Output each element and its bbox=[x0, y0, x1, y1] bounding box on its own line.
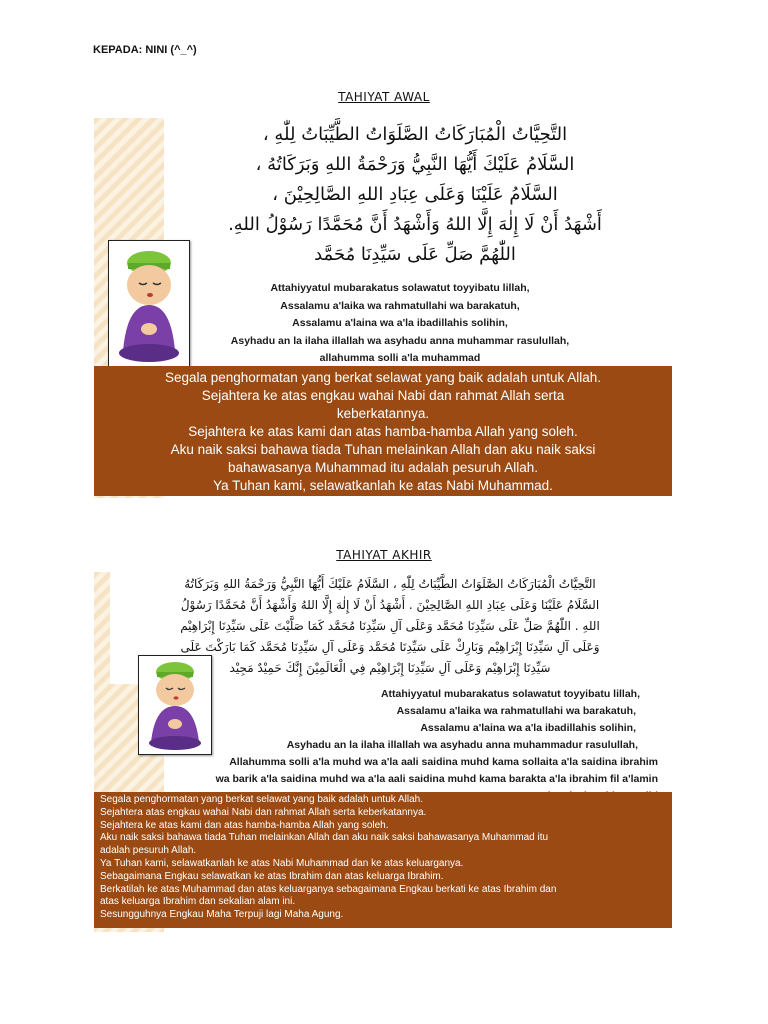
translation-line: keberkatannya. bbox=[336, 406, 430, 421]
translation-box-awal bbox=[94, 366, 672, 496]
arabic-line: السَّلَامُ عَلَيْنَا وَعَلَى عِبَادِ اللهِ الصَّالِحِيْنَ . أَشْهَدُ أَنْ لَا إِلٰهَ إِلَّا اللهُ وَأَشْهَدُ أَنَّ مُحَمَّدًا رَسُوْلُ bbox=[180, 598, 600, 612]
translit-line: Assalamu a'laika wa rahmatullahi wa barakatuh, bbox=[280, 299, 520, 312]
arabic-line: السَّلَامُ عَلَيْكَ أَيُّهَا النَّبِيُّ وَرَحْمَةُ اللهِ وَبَرَكَاتُهُ ، bbox=[255, 154, 575, 175]
section-title-tahiyat-akhir: TAHIYAT AKHIR bbox=[336, 548, 432, 562]
translation-line: Ya Tuhan kami, selawatkanlah ke atas Nabi Muhammad dan ke atas keluarganya. bbox=[100, 857, 464, 869]
translation-line: Sejahtera ke atas kami dan atas hamba-hamba Allah yang soleh. bbox=[188, 424, 578, 439]
arabic-line: اللّٰهُمَّ صَلِّ عَلَى سَيِّدِنَا مُحَمَّد bbox=[314, 244, 516, 265]
translit-line: Assalamu a'laika wa rahmatullahi wa barakatuh, bbox=[396, 705, 636, 717]
arabic-line: التَّحِيَّاتُ الْمُبَارَكَاتُ الصَّلَوَاتُ الطَّيِّبَاتُ لِلّٰهِ ، السَّلَامُ عَلَيْكَ أَيُّهَا النَّبِيُّ وَرَحْمَةُ اللهِ وَبَرَكَاتُهُ bbox=[184, 577, 596, 591]
translation-line: Sejahtera atas engkau wahai Nabi dan rahmat Allah serta keberkatannya. bbox=[100, 806, 427, 818]
translation-line: Segala penghormatan yang berkat selawat yang baik adalah untuk Allah. bbox=[164, 370, 602, 385]
arabic-text-awal bbox=[180, 118, 650, 272]
translit-line: Attahiyyatul mubarakatus solawatut toyyibatu lillah, bbox=[380, 688, 640, 700]
arabic-line: التَّحِيَّاتُ الْمُبَارَكَاتُ الصَّلَوَاتُ الطَّيِّبَاتُ لِلّٰهِ ، bbox=[262, 124, 568, 145]
translit-line: Allahumma solli a'la muhd wa a'la aali saidina muhd kama sollaita a'la saidina ibrahim bbox=[229, 756, 658, 768]
translation-line: bahawasanya Muhammad itu adalah pesuruh Allah. bbox=[228, 460, 538, 475]
translit-line: Attahiyyatul mubarakatus solawatut toyyibatu lillah, bbox=[270, 282, 530, 294]
translit-line: wa barik a'la saidina muhd wa a'la aali saidina muhd kama barakta a'la ibrahim fil a'lamin bbox=[215, 773, 658, 785]
translation-line: atas keluarga Ibrahim dan sekalian alam ini. bbox=[100, 896, 296, 908]
arabic-line: اللهِ . اللّٰهُمَّ صَلِّ عَلَى سَيِّدِنَا مُحَمَّد وَعَلَى آلِ سَيِّدِنَا مُحَمَّد كَمَا صَلَّيْتَ عَلَى سَيِّدِنَا إِبْرَاهِيْم bbox=[180, 619, 600, 633]
transliteration-awal bbox=[195, 280, 605, 368]
translation-line: adalah pesuruh Allah. bbox=[100, 845, 197, 857]
translation-line: Sejahtera ke atas engkau wahai Nabi dan rahmat Allah serta bbox=[201, 388, 565, 403]
translit-line: Asyhadu an la ilaha illallah wa asyhadu anna muhammadur rasulullah, bbox=[286, 739, 638, 751]
translit-line: Assalamu a'laina wa a'la ibadillahis solihin, bbox=[420, 722, 636, 734]
translation-line: Berkatilah ke atas Muhammad dan atas keluarganya sebagaimana Engkau berkati ke atas Ibrahim dan bbox=[100, 883, 557, 895]
arabic-line: سَيِّدِنَا إِبْرَاهِيْم وَعَلَى آلِ سَيِّدِنَا إِبْرَاهِيْم فِي الْعَالَمِيْنَ إِنَّكَ حَمِيْدٌ مَجِيْد bbox=[229, 661, 551, 675]
arabic-line: وَعَلَى آلِ سَيِّدِنَا إِبْرَاهِيْم وَبَارِكْ عَلَى سَيِّدِنَا مُحَمَّد وَعَلَى آلِ سَيِّدِنَا مُحَمَّد كَمَا بَارَكْتَ عَلَى bbox=[180, 640, 600, 654]
translit-line: Assalamu a'laina wa a'la ibadillahis solihin, bbox=[292, 317, 508, 329]
section-title-tahiyat-awal: TAHIYAT AWAL bbox=[338, 90, 430, 104]
translation-line: Sesungguhnya Engkau Maha Terpuji lagi Maha Agung. bbox=[100, 909, 344, 921]
translation-line: Segala penghormatan yang berkat selawat yang baik adalah untuk Allah. bbox=[100, 794, 424, 805]
translit-line: allahumma solli a'la muhammad bbox=[319, 352, 481, 364]
translit-line: Asyhadu an la ilaha illallah wa asyhadu anna muhammar rasulullah, bbox=[230, 334, 570, 347]
transliteration-akhir bbox=[110, 686, 670, 805]
translation-line: Aku naik saksi bahawa tiada Tuhan melainkan Allah dan aku naik saksi bahawasanya Muhammad itu bbox=[100, 832, 549, 844]
translation-box-akhir bbox=[94, 792, 672, 928]
arabic-line: أَشْهَدُ أَنْ لَا إِلٰهَ إِلَّا اللهُ وَأَشْهَدُ أَنَّ مُحَمَّدًا رَسُوْلُ اللهِ. bbox=[228, 214, 602, 235]
translation-line: Aku naik saksi bahawa tiada Tuhan melainkan Allah dan aku naik saksi bbox=[170, 442, 596, 457]
translation-line: Sebagaimana Engkau selawatkan ke atas Ibrahim dan atas keluarga Ibrahim. bbox=[100, 870, 444, 882]
translation-line: Ya Tuhan kami, selawatkanlah ke atas Nabi Muhammad. bbox=[213, 478, 553, 493]
praying-child-illustration bbox=[108, 240, 190, 370]
recipient-header: KEPADA: NINI (^_^) bbox=[93, 44, 197, 56]
arabic-line: السَّلَامُ عَلَيْنَا وَعَلَى عِبَادِ اللهِ الصَّالِحِيْنَ ، bbox=[272, 184, 558, 205]
translation-line: Sejahtera ke atas kami dan atas hamba-hamba Allah yang soleh. bbox=[100, 819, 389, 831]
